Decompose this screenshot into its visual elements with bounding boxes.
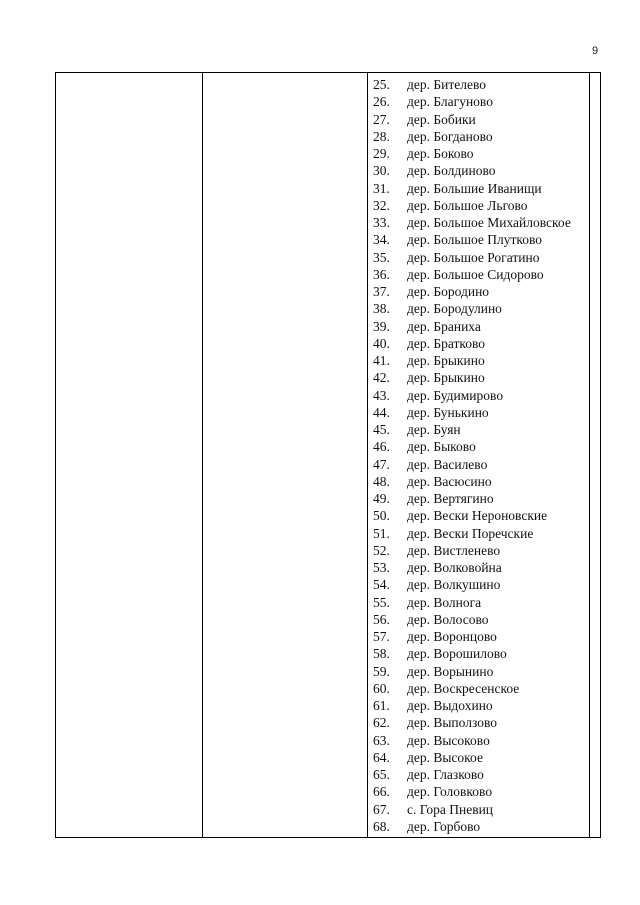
- settlement-list: [373, 76, 588, 835]
- list-item: [373, 645, 588, 662]
- settlement-name: дер. Быково: [407, 439, 476, 455]
- list-item: [373, 628, 588, 645]
- row-number: 34.: [373, 232, 390, 248]
- row-number: 54.: [373, 577, 390, 593]
- row-number: 66.: [373, 784, 390, 800]
- list-item: [373, 111, 588, 128]
- list-item: [373, 594, 588, 611]
- settlement-name: дер. Волкушино: [407, 577, 501, 593]
- row-number: 38.: [373, 301, 390, 317]
- list-item: [373, 352, 588, 369]
- row-number: 31.: [373, 180, 390, 196]
- row-number: 41.: [373, 353, 390, 368]
- settlement-name: дер. Большое Сидорово: [407, 266, 544, 282]
- row-number: 26.: [373, 94, 390, 110]
- list-item: [373, 766, 588, 783]
- settlement-name: дер. Брыкино: [407, 370, 485, 386]
- settlement-name: дер. Большое Рогатино: [407, 249, 540, 265]
- settlement-name: дер. Головково: [407, 784, 493, 800]
- list-item: [373, 783, 588, 800]
- row-number: 25.: [373, 77, 390, 92]
- row-number: 68.: [373, 818, 390, 834]
- row-number: 55.: [373, 594, 390, 610]
- row-number: 48.: [373, 473, 390, 489]
- row-number: 30.: [373, 163, 390, 179]
- settlement-name: дер. Болдиново: [407, 163, 496, 179]
- settlement-name: дер. Бородулино: [407, 301, 502, 317]
- settlement-name: дер. Братково: [407, 335, 486, 351]
- list-item: [373, 542, 588, 559]
- settlement-name: дер. Василево: [407, 456, 488, 472]
- list-item: [373, 197, 588, 214]
- settlement-name: дер. Богданово: [407, 128, 493, 144]
- settlement-name: дер. Большие Иванищи: [407, 180, 542, 196]
- list-item: [373, 369, 588, 386]
- settlement-name: дер. Высоково: [407, 732, 490, 748]
- row-number: 40.: [373, 335, 390, 351]
- page-number: 9: [592, 45, 599, 57]
- settlement-name: дер. Бобики: [407, 111, 476, 127]
- list-item: [373, 318, 588, 335]
- list-item: [373, 697, 588, 714]
- list-item: [373, 266, 588, 283]
- settlement-name: дер. Вистленево: [407, 542, 501, 558]
- column-divider: [589, 73, 590, 837]
- settlement-name: дер. Васюсино: [407, 473, 492, 489]
- row-number: 49.: [373, 491, 390, 506]
- settlement-name: дер. Вертягино: [407, 491, 494, 506]
- row-number: 27.: [373, 111, 390, 127]
- list-item: [373, 145, 588, 162]
- settlement-name: дер. Волнога: [407, 594, 482, 610]
- settlement-name: дер. Вески Нероновские: [407, 508, 548, 524]
- list-item: [373, 231, 588, 248]
- row-number: 43.: [373, 387, 390, 403]
- row-number: 47.: [373, 456, 390, 472]
- column-divider: [367, 73, 368, 837]
- list-item: [373, 611, 588, 628]
- list-item: [373, 283, 588, 300]
- settlement-name: дер. Боково: [407, 146, 474, 161]
- list-item: [373, 801, 588, 818]
- settlement-name: дер. Горбово: [407, 818, 481, 834]
- list-item: [373, 76, 588, 93]
- settlement-name: дер. Выползово: [407, 715, 498, 731]
- list-item: [373, 559, 588, 576]
- list-item: [373, 335, 588, 352]
- row-number: 39.: [373, 318, 390, 334]
- list-item: [373, 490, 588, 507]
- list-item: [373, 732, 588, 749]
- settlement-name: дер. Вески Поречские: [407, 525, 534, 541]
- row-number: 58.: [373, 646, 390, 662]
- row-number: 67.: [373, 801, 390, 817]
- settlement-name: дер. Бителево: [407, 77, 486, 92]
- row-number: 56.: [373, 611, 390, 627]
- row-number: 59.: [373, 663, 390, 679]
- row-number: 29.: [373, 146, 390, 161]
- row-number: 61.: [373, 698, 390, 713]
- list-item: [373, 680, 588, 697]
- settlement-name: дер. Воскресенское: [407, 680, 520, 696]
- list-item: [373, 714, 588, 731]
- settlement-name: дер. Большое Плутково: [407, 232, 543, 248]
- list-item: [373, 300, 588, 317]
- settlement-name: дер. Большое Льгово: [407, 197, 528, 213]
- row-number: 52.: [373, 542, 390, 558]
- list-item: [373, 421, 588, 438]
- list-item: [373, 576, 588, 593]
- settlement-name: дер. Воронцово: [407, 629, 497, 644]
- list-item: [373, 507, 588, 524]
- row-number: 32.: [373, 197, 390, 213]
- settlement-name: дер. Буян: [407, 422, 461, 437]
- settlement-name: дер. Глазково: [407, 767, 484, 782]
- row-number: 57.: [373, 629, 390, 644]
- row-number: 64.: [373, 749, 390, 765]
- row-number: 46.: [373, 439, 390, 455]
- settlement-name: дер. Брыкино: [407, 353, 485, 368]
- row-number: 51.: [373, 525, 390, 541]
- row-number: 63.: [373, 732, 390, 748]
- list-item: [373, 404, 588, 421]
- settlement-name: дер. Бунькино: [407, 404, 489, 420]
- list-item: [373, 749, 588, 766]
- list-item: [373, 128, 588, 145]
- settlements-table: [55, 72, 601, 838]
- list-item: [373, 456, 588, 473]
- list-item: [373, 818, 588, 835]
- row-number: 60.: [373, 680, 390, 696]
- settlement-name: дер. Ворошилово: [407, 646, 507, 662]
- list-item: [373, 387, 588, 404]
- settlement-name: дер. Волосово: [407, 611, 489, 627]
- settlement-name: дер. Браниха: [407, 318, 481, 334]
- settlement-name: дер. Бородино: [407, 284, 490, 299]
- list-item: [373, 249, 588, 266]
- settlement-name: дер. Ворынино: [407, 663, 494, 679]
- row-number: 62.: [373, 715, 390, 731]
- row-number: 42.: [373, 370, 390, 386]
- settlement-name: дер. Будимирово: [407, 387, 504, 403]
- list-item: [373, 525, 588, 542]
- settlement-name: дер. Благуново: [407, 94, 493, 110]
- list-item: [373, 438, 588, 455]
- row-number: 53.: [373, 560, 390, 575]
- settlement-name: с. Гора Пневиц: [407, 801, 494, 817]
- column-divider: [202, 73, 203, 837]
- list-item: [373, 93, 588, 110]
- list-item: [373, 214, 588, 231]
- row-number: 65.: [373, 767, 390, 782]
- row-number: 44.: [373, 404, 390, 420]
- row-number: 50.: [373, 508, 390, 524]
- row-number: 45.: [373, 422, 390, 437]
- row-number: 36.: [373, 266, 390, 282]
- settlement-name: дер. Высокое: [407, 749, 483, 765]
- row-number: 28.: [373, 128, 390, 144]
- row-number: 35.: [373, 249, 390, 265]
- list-item: [373, 180, 588, 197]
- row-number: 33.: [373, 215, 390, 230]
- list-item: [373, 663, 588, 680]
- settlement-name: дер. Большое Михайловское: [407, 215, 571, 230]
- settlement-name: дер. Выдохино: [407, 698, 493, 713]
- list-item: [373, 473, 588, 490]
- list-item: [373, 162, 588, 179]
- row-number: 37.: [373, 284, 390, 299]
- settlement-name: дер. Волковойна: [407, 560, 502, 575]
